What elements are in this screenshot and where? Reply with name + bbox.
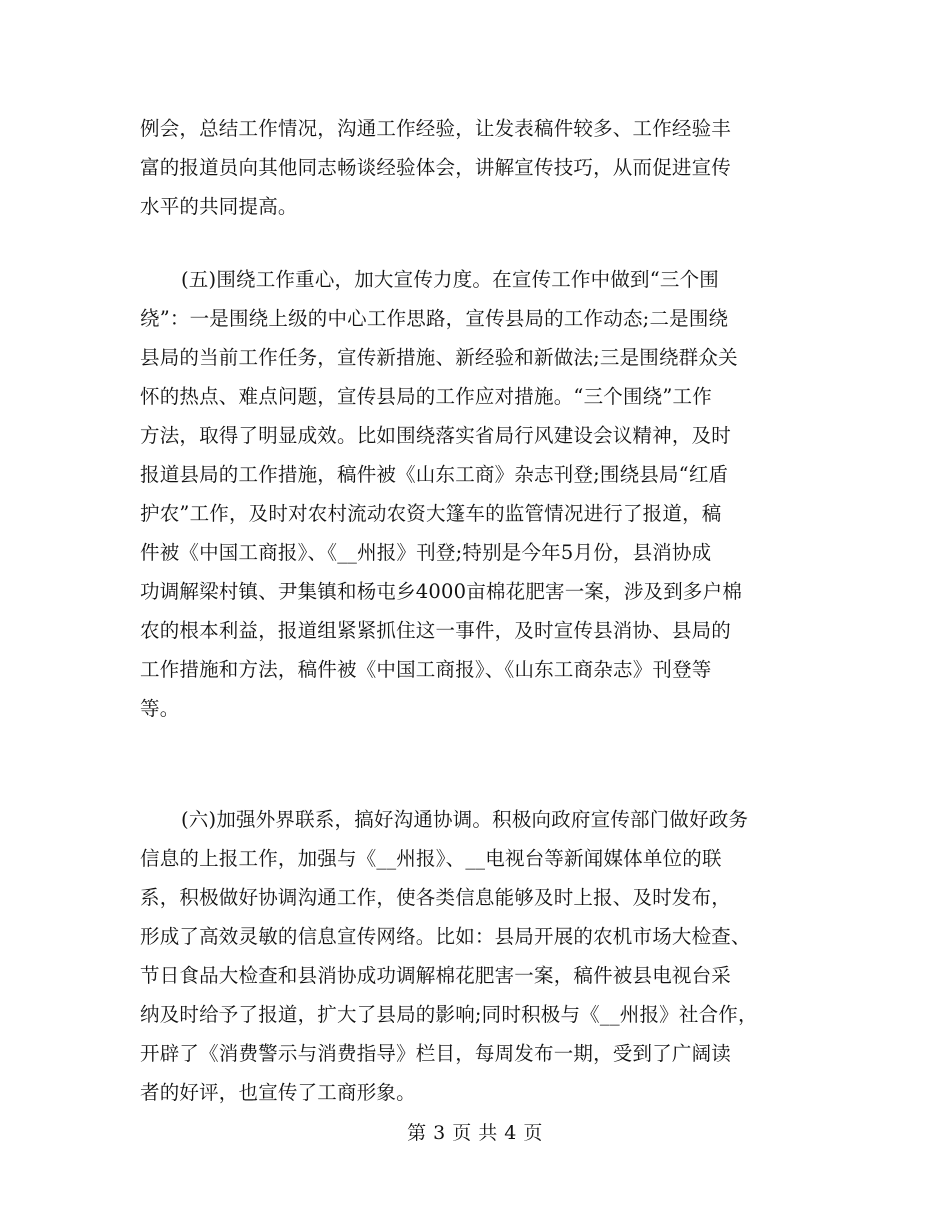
text-line: 者的好评，也宣传了工商形象。	[140, 1081, 416, 1104]
text-line: 例会，总结工作情况，沟通工作经验，让发表稿件较多、工作经验丰	[140, 117, 732, 140]
text-line: (六)加强外界联系，搞好沟通协调。积极向政府宣传部门做好政务	[181, 808, 749, 831]
text-line: (五)围绕工作重心，加大宣传力度。在宣传工作中做到“三个围	[181, 268, 719, 291]
text-line: 县局的当前工作任务，宣传新措施、新经验和新做法;三是围绕群众关	[140, 346, 738, 369]
text-line: 形成了高效灵敏的信息宣传网络。比如：县局开展的农机市场大检查、	[140, 925, 751, 948]
text-line: 工作措施和方法，稿件被《中国工商报》、《山东工商杂志》刊登等	[140, 658, 712, 681]
paragraph-1	[140, 109, 820, 226]
text-line: 件被《中国工商报》、《__州报》刊登;特别是今年5月份，县消协成	[140, 541, 712, 564]
text-line: 报道县局的工作措施，稿件被《山东工商》杂志刊登;围绕县局“红盾	[140, 463, 729, 486]
text-line: 绕”：一是围绕上级的中心工作思路，宣传县局的工作动态;二是围绕	[140, 307, 729, 330]
text-line: 信息的上报工作，加强与《__州报》、__电视台等新闻媒体单位的联	[140, 847, 722, 870]
text-line: 功调解梁村镇、尹集镇和杨屯乡4000亩棉花肥害一案，涉及到多户棉	[140, 580, 743, 603]
text-line: 纳及时给予了报道，扩大了县局的影响;同时积极与《__州报》社合作，	[140, 1003, 758, 1026]
text-line: 富的报道员向其他同志畅谈经验体会，讲解宣传技巧，从而促进宣传	[140, 156, 732, 179]
text-line: 方法，取得了明显成效。比如围绕落实省局行风建设会议精神，及时	[140, 424, 732, 447]
text-line: 节日食品大检查和县消协成功调解棉花肥害一案，稿件被县电视台采	[140, 964, 732, 987]
text-line: 开辟了《消费警示与消费指导》栏目，每周发布一期，受到了广阔读	[140, 1042, 732, 1065]
paragraph-3	[140, 800, 820, 1112]
page-number: 第 3 页 共 4 页	[407, 1122, 543, 1144]
text-line: 农的根本利益，报道组紧紧抓住这一事件，及时宣传县消协、县局的	[140, 619, 732, 642]
text-line: 水平的共同提高。	[140, 195, 298, 218]
text-line: 等。	[140, 697, 180, 720]
paragraph-2	[140, 260, 820, 728]
text-line: 怀的热点、难点问题，宣传县局的工作应对措施。“三个围绕”工作	[140, 385, 712, 408]
text-line: 系，积极做好协调沟通工作，使各类信息能够及时上报、及时发布，	[140, 886, 732, 909]
text-line: 护农”工作，及时对农村流动农资大篷车的监管情况进行了报道，稿	[140, 502, 722, 525]
